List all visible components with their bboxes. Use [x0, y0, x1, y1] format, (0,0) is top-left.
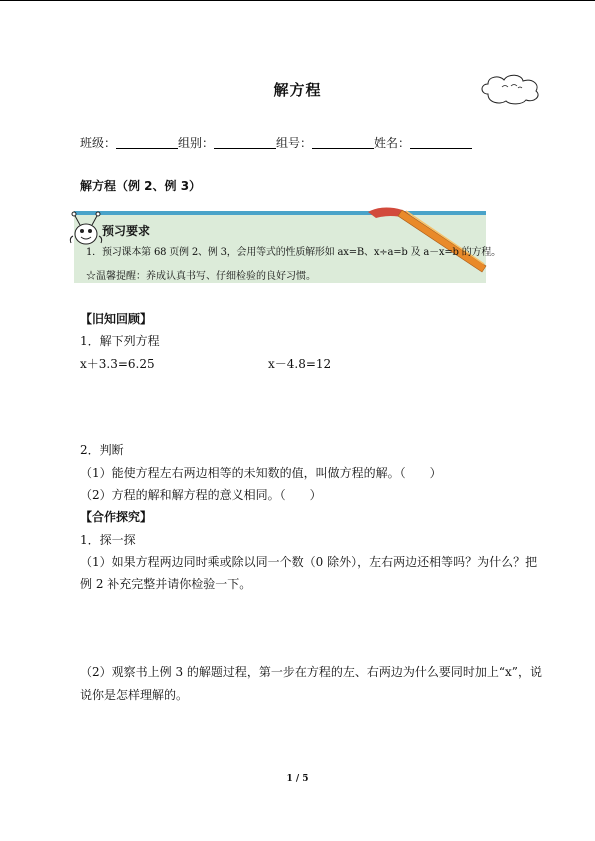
page-title: 解方程	[273, 81, 322, 99]
explore-para-2-line-1: （2）观察书上例 3 的解题过程，第一步在方程的左、右两边为什么要同时加上“x”，说	[80, 665, 542, 679]
judge-item-2: （2）方程的解和解方程的意义相同。（ ）	[80, 488, 322, 502]
top-rule	[0, 0, 595, 1]
name-blank[interactable]	[410, 136, 472, 149]
group-blank[interactable]	[214, 136, 276, 149]
preview-title: 预习要求	[102, 224, 151, 238]
group-number-blank[interactable]	[312, 136, 374, 149]
explore-heading: 【合作探究】	[80, 510, 153, 524]
student-info-row	[80, 134, 472, 151]
explore-subheading: 1．探一探	[80, 533, 136, 547]
class-label: 班级：	[80, 136, 117, 150]
brush-pen-icon	[366, 204, 490, 274]
explore-para-1-line-2: 例 2 补充完整并请你检验一下。	[80, 577, 252, 591]
explore-para-2-line-2: 说你是怎样理解的。	[80, 688, 189, 702]
explore-para-1-line-1: （1）如果方程两边同时乘或除以同一个数（0 除外），左右两边还相等吗？为什么？把	[80, 555, 538, 569]
preview-line-1: 1．预习课本第 68 页例 2、例 3，会用等式的性质解形如 ax=B、x÷a=b 及 a－x=b 的方程。	[86, 247, 501, 258]
review-question-1: 1．解下列方程	[80, 334, 160, 348]
judge-item-1: （1）能使方程左右两边相等的未知数的值，叫做方程的解。（ ）	[80, 466, 442, 480]
page-number: 1 / 5	[286, 774, 309, 784]
section-heading: 解方程（例 2、例 3）	[80, 179, 202, 193]
cloud-decoration-icon	[478, 72, 544, 106]
equation-2: x－4.8=12	[268, 357, 332, 371]
preview-tip: ☆温馨提醒：养成认真书写、仔细检验的良好习惯。	[86, 271, 316, 282]
group-number-label: 组号：	[276, 136, 313, 150]
class-blank[interactable]	[116, 136, 178, 149]
equation-1: x＋3.3=6.25	[80, 357, 155, 371]
review-heading: 【旧知回顾】	[80, 312, 153, 326]
review-question-2: 2．判断	[80, 443, 124, 457]
group-label: 组别：	[178, 136, 215, 150]
name-label: 姓名：	[374, 136, 411, 150]
